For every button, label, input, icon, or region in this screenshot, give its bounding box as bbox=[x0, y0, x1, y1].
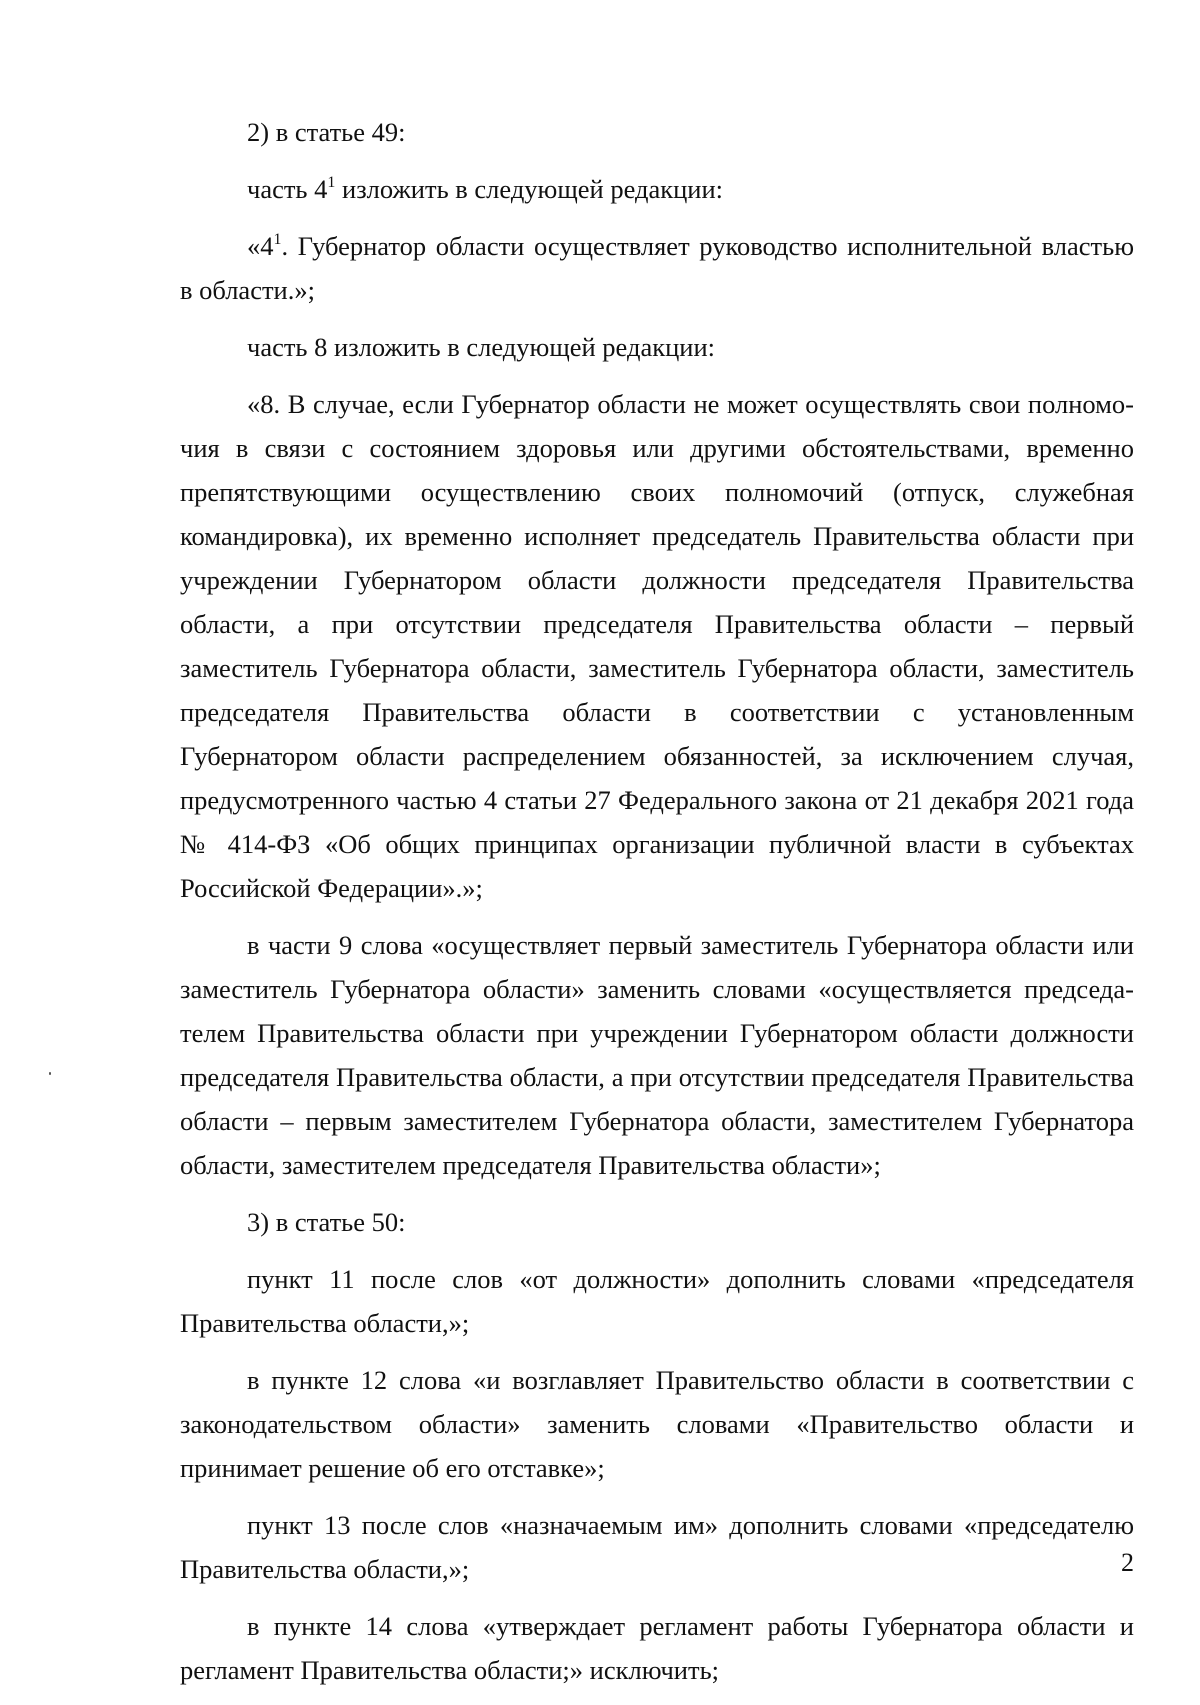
paragraph-article-49-heading: 2) в статье 49: bbox=[247, 117, 406, 147]
superscript-index: 1 bbox=[327, 174, 336, 191]
paragraph-item-13: пункт 13 после слов «назначаемым им» дополнить словами «председателю Правительства области,»; bbox=[180, 1510, 1134, 1584]
paragraph-part-8-instruction: часть 8 изложить в следующей редакции: bbox=[247, 332, 715, 362]
page-number: 2 bbox=[1121, 1548, 1134, 1577]
paragraph-part-4-1-instruction: часть $4^1$ изложить в следующей редакции: bbox=[247, 174, 724, 204]
superscript-index: 1 bbox=[273, 231, 282, 248]
paragraph-item-14: в пункте 14 слова «утверждает регламент работы Губернатора области и регламент Правительства области;» исключить; bbox=[180, 1611, 1134, 1685]
paragraph-part-4-1-text: «$4^1$. Губернатор области осуществляет руководство исполнительной властью в области.»; bbox=[180, 231, 1134, 305]
document-body bbox=[180, 110, 1134, 1705]
paragraph-item-11: пункт 11 после слов «от должности» дополнить словами «председателя Правительства области,»; bbox=[180, 1264, 1134, 1338]
scan-speck bbox=[49, 1072, 51, 1075]
paragraph-item-12: в пункте 12 слова «и возглавляет Правительство области в соответствии с законодательством области» заменить словами «Правительство области и принимает решение об его отставке»; bbox=[180, 1365, 1134, 1483]
paragraph-part-8-text: «8. В случае, если Губернатор области не может осуществлять свои полномочия в связи с состоянием здоровья или другими обстоятельствами, временно препятствующими осуществлению своих полномочий (отпуск, служебная командировка), их временно исполняет председатель Правительства области при учреждении Губернатором области должности председателя Правительства области, а при отсутствии председателя Правительства области – первый заместитель Губернатора области, заместитель Губернатора области, заместитель председателя Правительства области в соответствии с установленным Губернатором области распределением обязанностей, за исключением случая, предусмотренного частью 4 статьи 27 Федерального закона от 21 декабря 2021 года № 414-ФЗ «Об общих принципах организации публичной власти в субъектах Российской Федерации».»; bbox=[180, 389, 1134, 903]
paragraph-article-50-heading: 3) в статье 50: bbox=[247, 1207, 406, 1237]
paragraph-part-9-amendment: в части 9 слова «осуществляет первый заместитель Губернатора области или заместитель Губернатора области» заменить словами «осуществляется председателем Правительства области при учреждении Губернатором области должности председателя Правительства области, а при отсутствии председателя Правительства области – первым заместителем Губернатора области, заместителем Губернатора области, заместителем председателя Правительства области»; bbox=[180, 930, 1134, 1180]
